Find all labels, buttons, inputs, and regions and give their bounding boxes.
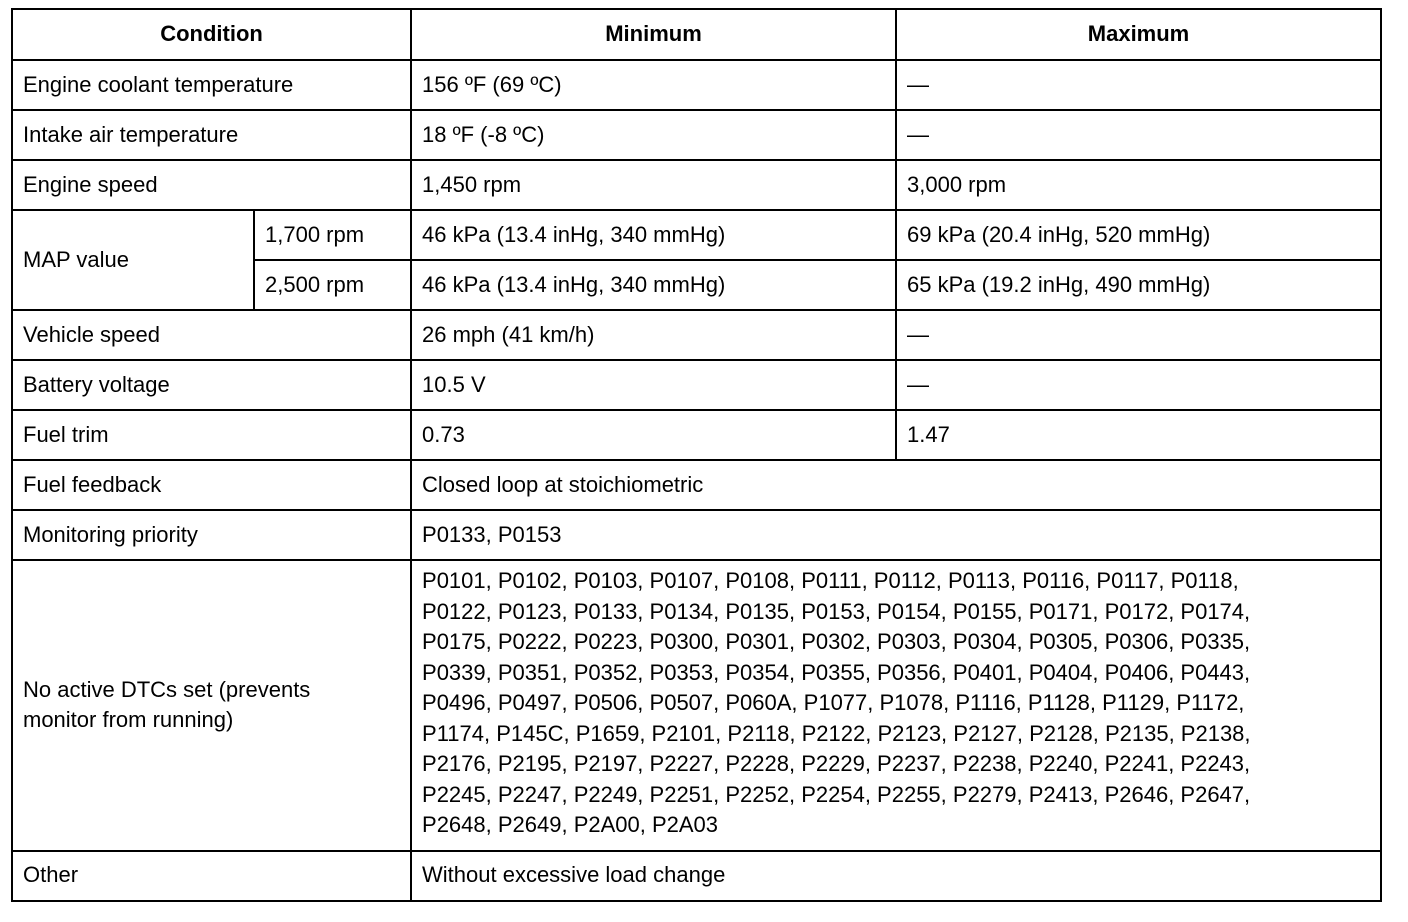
- value-cell: Closed loop at stoichiometric: [411, 460, 1381, 510]
- maximum-cell: 69 kPa (20.4 inHg, 520 mmHg): [896, 210, 1381, 260]
- value-cell: Without excessive load change: [411, 851, 1381, 901]
- condition-cell: Engine coolant temperature: [12, 60, 411, 110]
- condition-cell: Intake air temperature: [12, 110, 411, 160]
- condition-cell: MAP value: [12, 210, 254, 310]
- maximum-cell: —: [896, 110, 1381, 160]
- minimum-cell: 46 kPa (13.4 inHg, 340 mmHg): [411, 210, 896, 260]
- maximum-cell: —: [896, 360, 1381, 410]
- dtc-line: P0175, P0222, P0223, P0300, P0301, P0302, P0303, P0304, P0305, P0306, P0335,: [422, 629, 1251, 654]
- condition-cell: Monitoring priority: [12, 510, 411, 560]
- minimum-cell: 10.5 V: [411, 360, 896, 410]
- maximum-cell: 1.47: [896, 410, 1381, 460]
- condition-cell: Battery voltage: [12, 360, 411, 410]
- table-row: [12, 851, 1381, 901]
- condition-cell: Other: [12, 851, 411, 901]
- sub-condition-cell: 1,700 rpm: [254, 210, 411, 260]
- dtc-line: P0122, P0123, P0133, P0134, P0135, P0153, P0154, P0155, P0171, P0172, P0174,: [422, 598, 1251, 624]
- dtc-line: P0496, P0497, P0506, P0507, P060A, P1077, P1078, P1116, P1128, P1129, P1172,: [422, 690, 1245, 715]
- table-row: [12, 60, 1381, 110]
- header-minimum: Minimum: [411, 9, 896, 60]
- table-row: [12, 460, 1381, 510]
- dtc-line: P2176, P2195, P2197, P2227, P2228, P2229, P2237, P2238, P2240, P2241, P2243,: [422, 751, 1251, 776]
- maximum-cell: —: [896, 310, 1381, 360]
- condition-line: No active DTCs set (prevents: [23, 676, 311, 702]
- table-row: [12, 110, 1381, 160]
- header-row: [12, 9, 1381, 60]
- header-maximum: Maximum: [896, 9, 1381, 60]
- minimum-cell: 0.73: [411, 410, 896, 460]
- condition-cell: Fuel feedback: [12, 460, 411, 510]
- condition-line: monitor from running): [23, 707, 234, 733]
- dtc-list-cell: [411, 560, 1381, 851]
- condition-cell: Engine speed: [12, 160, 411, 210]
- header-condition: Condition: [12, 9, 411, 60]
- table-row: [12, 310, 1381, 360]
- dtc-line: P2245, P2247, P2249, P2251, P2252, P2254, P2255, P2279, P2413, P2646, P2647,: [422, 781, 1251, 807]
- maximum-cell: 65 kPa (19.2 inHg, 490 mmHg): [896, 260, 1381, 310]
- minimum-cell: 46 kPa (13.4 inHg, 340 mmHg): [411, 260, 896, 310]
- sub-condition-cell: 2,500 rpm: [254, 260, 411, 310]
- condition-cell: Fuel trim: [12, 410, 411, 460]
- minimum-cell: 1,450 rpm: [411, 160, 896, 210]
- value-cell: P0133, P0153: [411, 510, 1381, 560]
- dtc-line: P1174, P145C, P1659, P2101, P2118, P2122, P2123, P2127, P2128, P2135, P2138,: [422, 720, 1251, 746]
- maximum-cell: 3,000 rpm: [896, 160, 1381, 210]
- dtc-line: P2648, P2649, P2A00, P2A03: [422, 812, 719, 837]
- table-row: [12, 160, 1381, 210]
- dtc-line: P0339, P0351, P0352, P0353, P0354, P0355, P0356, P0401, P0404, P0406, P0443,: [422, 659, 1251, 685]
- minimum-cell: 18 ºF (-8 ºC): [411, 110, 896, 160]
- minimum-cell: 156 ºF (69 ºC): [411, 60, 896, 110]
- dtc-line: P0101, P0102, P0103, P0107, P0108, P0111, P0112, P0113, P0116, P0117, P0118,: [422, 568, 1239, 593]
- table-row: [12, 410, 1381, 460]
- table-row: [12, 510, 1381, 560]
- minimum-cell: 26 mph (41 km/h): [411, 310, 896, 360]
- table-row: [12, 360, 1381, 410]
- table-row: [12, 210, 1381, 260]
- conditions-table: [11, 8, 1382, 902]
- condition-cell: Vehicle speed: [12, 310, 411, 360]
- maximum-cell: —: [896, 60, 1381, 110]
- condition-cell: [12, 560, 411, 851]
- table-row: [12, 560, 1381, 851]
